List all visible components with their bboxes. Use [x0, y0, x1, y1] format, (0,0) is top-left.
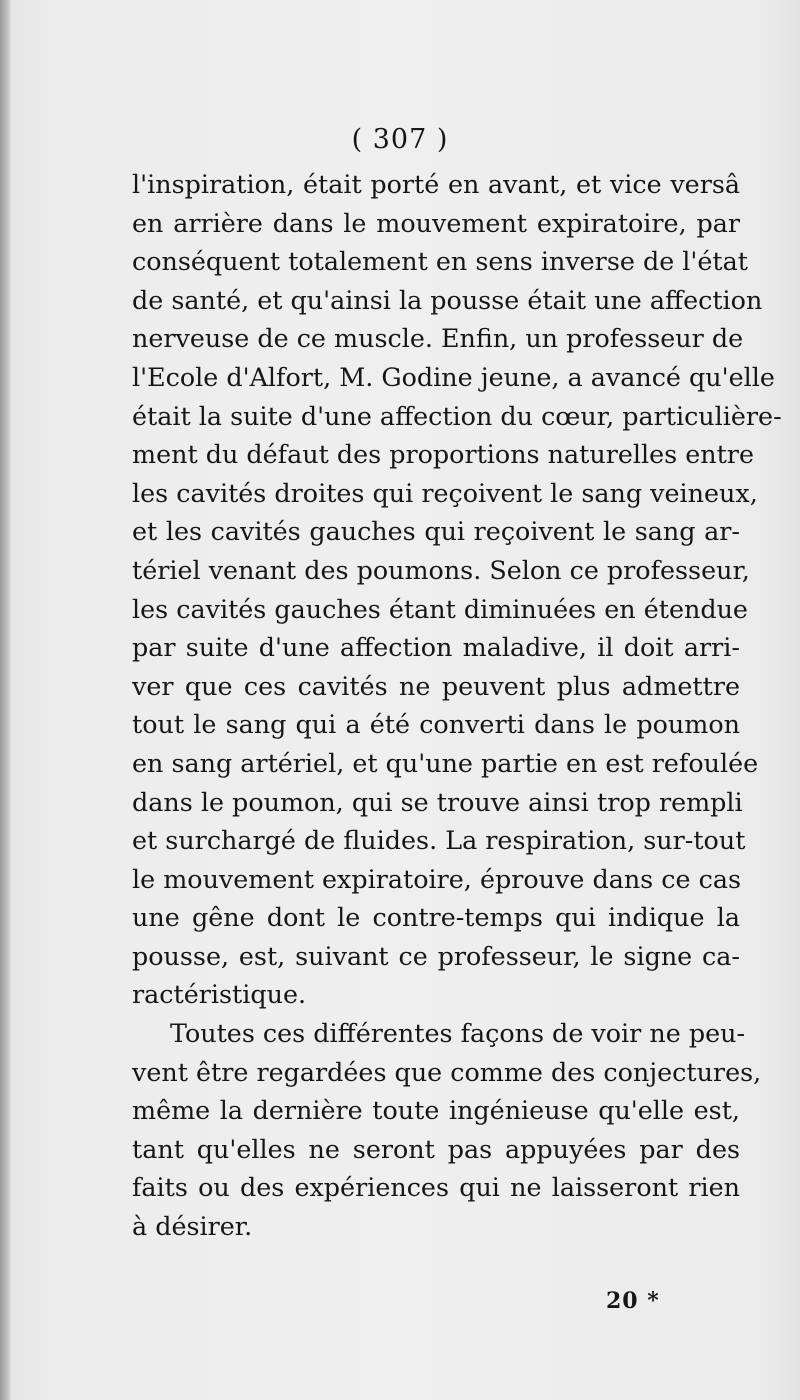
text-line: à désirer.: [132, 1211, 253, 1242]
text-line: l'inspiration, était porté en avant, et vice versâ: [132, 169, 740, 199]
text-line: pousse, est, suivant ce professeur, le signe ca-: [132, 940, 740, 971]
text-line: et les cavités gauches qui reçoivent le sang ar-: [132, 516, 740, 547]
body-text: [132, 165, 782, 1246]
signature-mark: 20 *: [606, 1288, 660, 1314]
text-line: était la suite d'une affection du cœur, particulière-: [132, 400, 782, 431]
text-line: ver que ces cavités ne peuvent plus admettre: [132, 670, 740, 701]
text-line: faits ou des expériences qui ne laisseront rien: [132, 1172, 740, 1203]
text-line: en sang artériel, et qu'une partie en est refoulée: [132, 747, 759, 778]
text-line: une gêne dont le contre-temps qui indique la: [132, 902, 740, 933]
text-line: nerveuse de ce muscle. Enfin, un professeur de: [132, 323, 744, 354]
text-line: ment du défaut des proportions naturelles entre: [132, 439, 754, 470]
text-line: de santé, et qu'ainsi la pousse était une affection: [132, 284, 763, 315]
text-line: tout le sang qui a été converti dans le poumon: [132, 709, 740, 740]
text-line: tériel venant des poumons. Selon ce professeur,: [132, 554, 750, 585]
text-line: dans le poumon, qui se trouve ainsi trop rempli: [132, 786, 743, 817]
binding-gutter: [0, 0, 10, 1400]
page-number: ( 307 ): [351, 124, 449, 155]
text-line: et surchargé de fluides. La respiration, sur-tout: [132, 825, 746, 856]
text-line: en arrière dans le mouvement expiratoire, par: [132, 207, 740, 238]
text-line: l'Ecole d'Alfort, M. Godine jeune, a avancé qu'elle: [132, 361, 775, 392]
text-line: même la dernière toute ingénieuse qu'elle est,: [132, 1095, 740, 1126]
text-line: le mouvement expiratoire, éprouve dans ce cas: [132, 863, 741, 894]
text-line: les cavités gauches étant diminuées en étendue: [132, 593, 748, 624]
text-line: par suite d'une affection maladive, il doit arri-: [132, 632, 740, 663]
text-line: Toutes ces différentes façons de voir ne peu-: [170, 1018, 746, 1049]
text-line: ractéristique.: [132, 979, 307, 1010]
text-line: vent être regardées que comme des conjectures,: [132, 1056, 762, 1087]
text-line: les cavités droites qui reçoivent le sang veineux,: [132, 477, 758, 508]
text-line: tant qu'elles ne seront pas appuyées par des: [132, 1133, 740, 1164]
text-line: conséquent totalement en sens inverse de l'état: [132, 246, 748, 277]
